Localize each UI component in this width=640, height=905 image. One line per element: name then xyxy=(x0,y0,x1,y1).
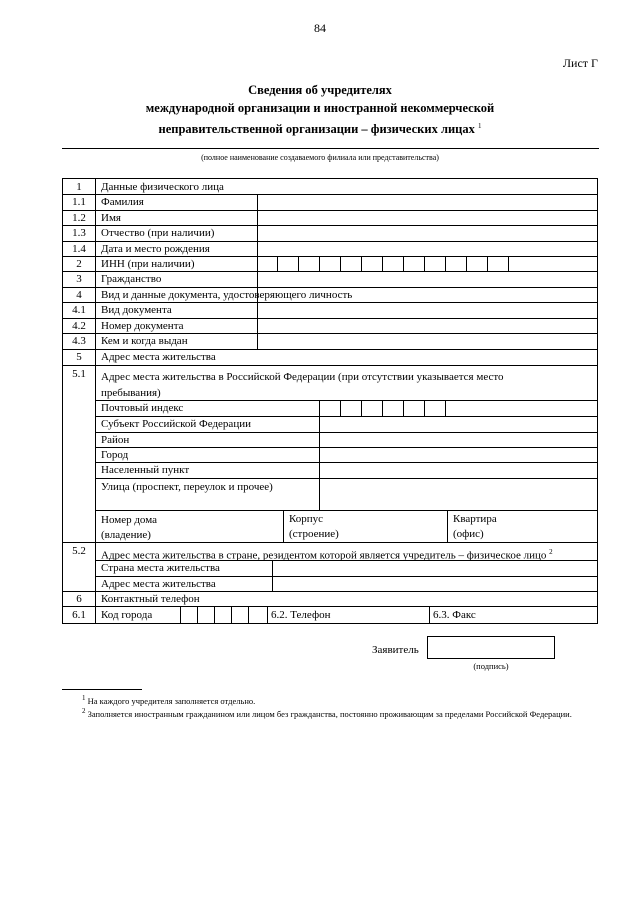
sheet-label: Лист Г xyxy=(562,56,598,70)
phone-fax-divider xyxy=(429,606,430,623)
field-label: Улица (проспект, переулок и прочее) xyxy=(101,481,273,493)
row-number: 5.2 xyxy=(72,545,86,557)
row-divider xyxy=(63,606,597,607)
row-number: 1.2 xyxy=(72,212,86,224)
title-line-2: международной организации и иностранной некоммерческой xyxy=(145,101,495,115)
inn-box-divider xyxy=(382,256,383,271)
inn-box-divider xyxy=(277,256,278,271)
foreign-address-divider xyxy=(272,560,273,591)
field-label: Код города xyxy=(101,609,153,621)
field-label: Корпус xyxy=(289,513,324,525)
field-label: Квартира xyxy=(453,513,497,525)
inn-box-divider xyxy=(340,256,341,271)
row-number: 5.1 xyxy=(72,368,86,380)
row-number: 4 xyxy=(76,289,82,301)
row-divider xyxy=(95,447,597,448)
footnote-separator xyxy=(62,689,142,690)
postal-box-divider xyxy=(445,400,446,416)
row-number: 2 xyxy=(76,258,82,270)
field-label: Фамилия xyxy=(101,196,144,208)
signature-caption: (подпись) xyxy=(473,661,509,671)
field-label: Район xyxy=(101,434,130,446)
field-label: Имя xyxy=(101,212,121,224)
inn-box-divider xyxy=(319,256,320,271)
field-label: Адрес места жительства xyxy=(101,351,216,363)
number-column-divider xyxy=(95,179,96,623)
address-column-divider xyxy=(319,400,320,510)
row-number: 6.1 xyxy=(72,609,86,621)
applicant-label: Заявитель xyxy=(372,644,419,656)
row-divider xyxy=(95,432,597,433)
field-label: Вид и данные документа, удостоверяющего личность xyxy=(101,289,353,301)
footnote-text: Заполняется иностранным гражданином или лицом без гражданства, постоянно проживающим за пределами Российской Федерации. xyxy=(87,708,572,719)
row-number: 4.3 xyxy=(72,335,86,347)
title-line-1: Сведения об учредителях xyxy=(248,83,392,97)
city-code-box-divider xyxy=(248,606,249,623)
field-label: Адрес места жительства xyxy=(101,578,216,590)
house-building-divider xyxy=(283,510,284,542)
row-divider xyxy=(63,542,597,543)
field-label: Населенный пункт xyxy=(101,464,190,476)
page-number: 84 xyxy=(314,21,326,35)
row-number: 1.4 xyxy=(72,243,86,255)
field-label: Город xyxy=(101,449,129,461)
value-column-divider xyxy=(257,194,258,256)
row-number: 1.1 xyxy=(72,196,86,208)
city-code-box-divider xyxy=(231,606,232,623)
row-number: 1 xyxy=(76,181,82,193)
title-line-3 xyxy=(80,117,560,138)
footnote-text: На каждого учредителя заполняется отдельно. xyxy=(87,695,256,706)
field-label: Почтовый индекс xyxy=(101,402,184,414)
field-label: Данные физического лица xyxy=(101,181,224,193)
row-divider xyxy=(63,365,597,366)
field-label: Номер документа xyxy=(101,320,184,332)
row-divider xyxy=(95,510,597,511)
row-number: 4.1 xyxy=(72,304,86,316)
field-label: Субъект Российской Федерации xyxy=(101,418,251,430)
inn-box-divider xyxy=(466,256,467,271)
postal-box-divider xyxy=(361,400,362,416)
inn-box-divider xyxy=(298,256,299,271)
signature-field[interactable] xyxy=(427,636,555,659)
field-label: ИНН (при наличии) xyxy=(101,258,195,270)
footnote-mark: 2 xyxy=(82,707,86,715)
city-code-phone-divider xyxy=(267,606,268,623)
field-label: Отчество (при наличии) xyxy=(101,227,215,239)
field-label: 6.3. Факс xyxy=(433,609,476,621)
foreign-address-footnote-mark: 2 xyxy=(549,548,553,556)
field-label: Контактный телефон xyxy=(101,593,200,605)
value-column-divider xyxy=(257,302,258,349)
city-code-box-divider xyxy=(180,606,181,623)
inn-box-divider xyxy=(424,256,425,271)
field-label xyxy=(101,545,553,563)
postal-box-divider xyxy=(382,400,383,416)
field-label: Дата и место рождения xyxy=(101,243,210,255)
field-label: (строение) xyxy=(289,528,339,540)
row-number: 4.2 xyxy=(72,320,86,332)
row-number: 6 xyxy=(76,593,82,605)
field-label: Адрес места жительства в Российской Федерации (при отсутствии указывается место пребывания) xyxy=(101,371,504,399)
organization-name-line xyxy=(62,148,599,149)
row-number: 1.3 xyxy=(72,227,86,239)
footnote-2 xyxy=(62,705,600,721)
inn-box-divider xyxy=(508,256,509,271)
field-label: (владение) xyxy=(101,529,151,541)
field-label: Номер дома xyxy=(101,514,157,526)
postal-box-divider xyxy=(340,400,341,416)
row-divider xyxy=(95,478,597,479)
postal-box-divider xyxy=(424,400,425,416)
title-footnote-mark: 1 xyxy=(478,122,482,130)
building-apartment-divider xyxy=(447,510,448,542)
inn-box-divider xyxy=(445,256,446,271)
field-label: (офис) xyxy=(453,528,484,540)
field-label: Гражданство xyxy=(101,273,162,285)
field-label: 6.2. Телефон xyxy=(271,609,331,621)
footnote-mark: 1 xyxy=(82,694,86,702)
field-label: Страна места жительства xyxy=(101,562,220,574)
city-code-box-divider xyxy=(197,606,198,623)
row-divider xyxy=(63,210,597,211)
city-code-box-divider xyxy=(214,606,215,623)
field-label: Кем и когда выдан xyxy=(101,335,188,347)
inn-box-divider xyxy=(487,256,488,271)
organization-name-caption: (полное наименование создаваемого филиала или представительства) xyxy=(201,153,439,162)
row-number: 3 xyxy=(76,273,82,285)
founder-form-table xyxy=(62,178,598,624)
foreign-address-label: Адрес места жительства в стране, резидентом которой является учредитель – физическое лицо xyxy=(101,549,547,562)
inn-box-divider xyxy=(361,256,362,271)
row-number: 5 xyxy=(76,351,82,363)
field-label: Вид документа xyxy=(101,304,172,316)
title-line-3-text: неправительственной организации – физических лицах xyxy=(158,122,475,137)
postal-box-divider xyxy=(403,400,404,416)
inn-box-divider xyxy=(403,256,404,271)
